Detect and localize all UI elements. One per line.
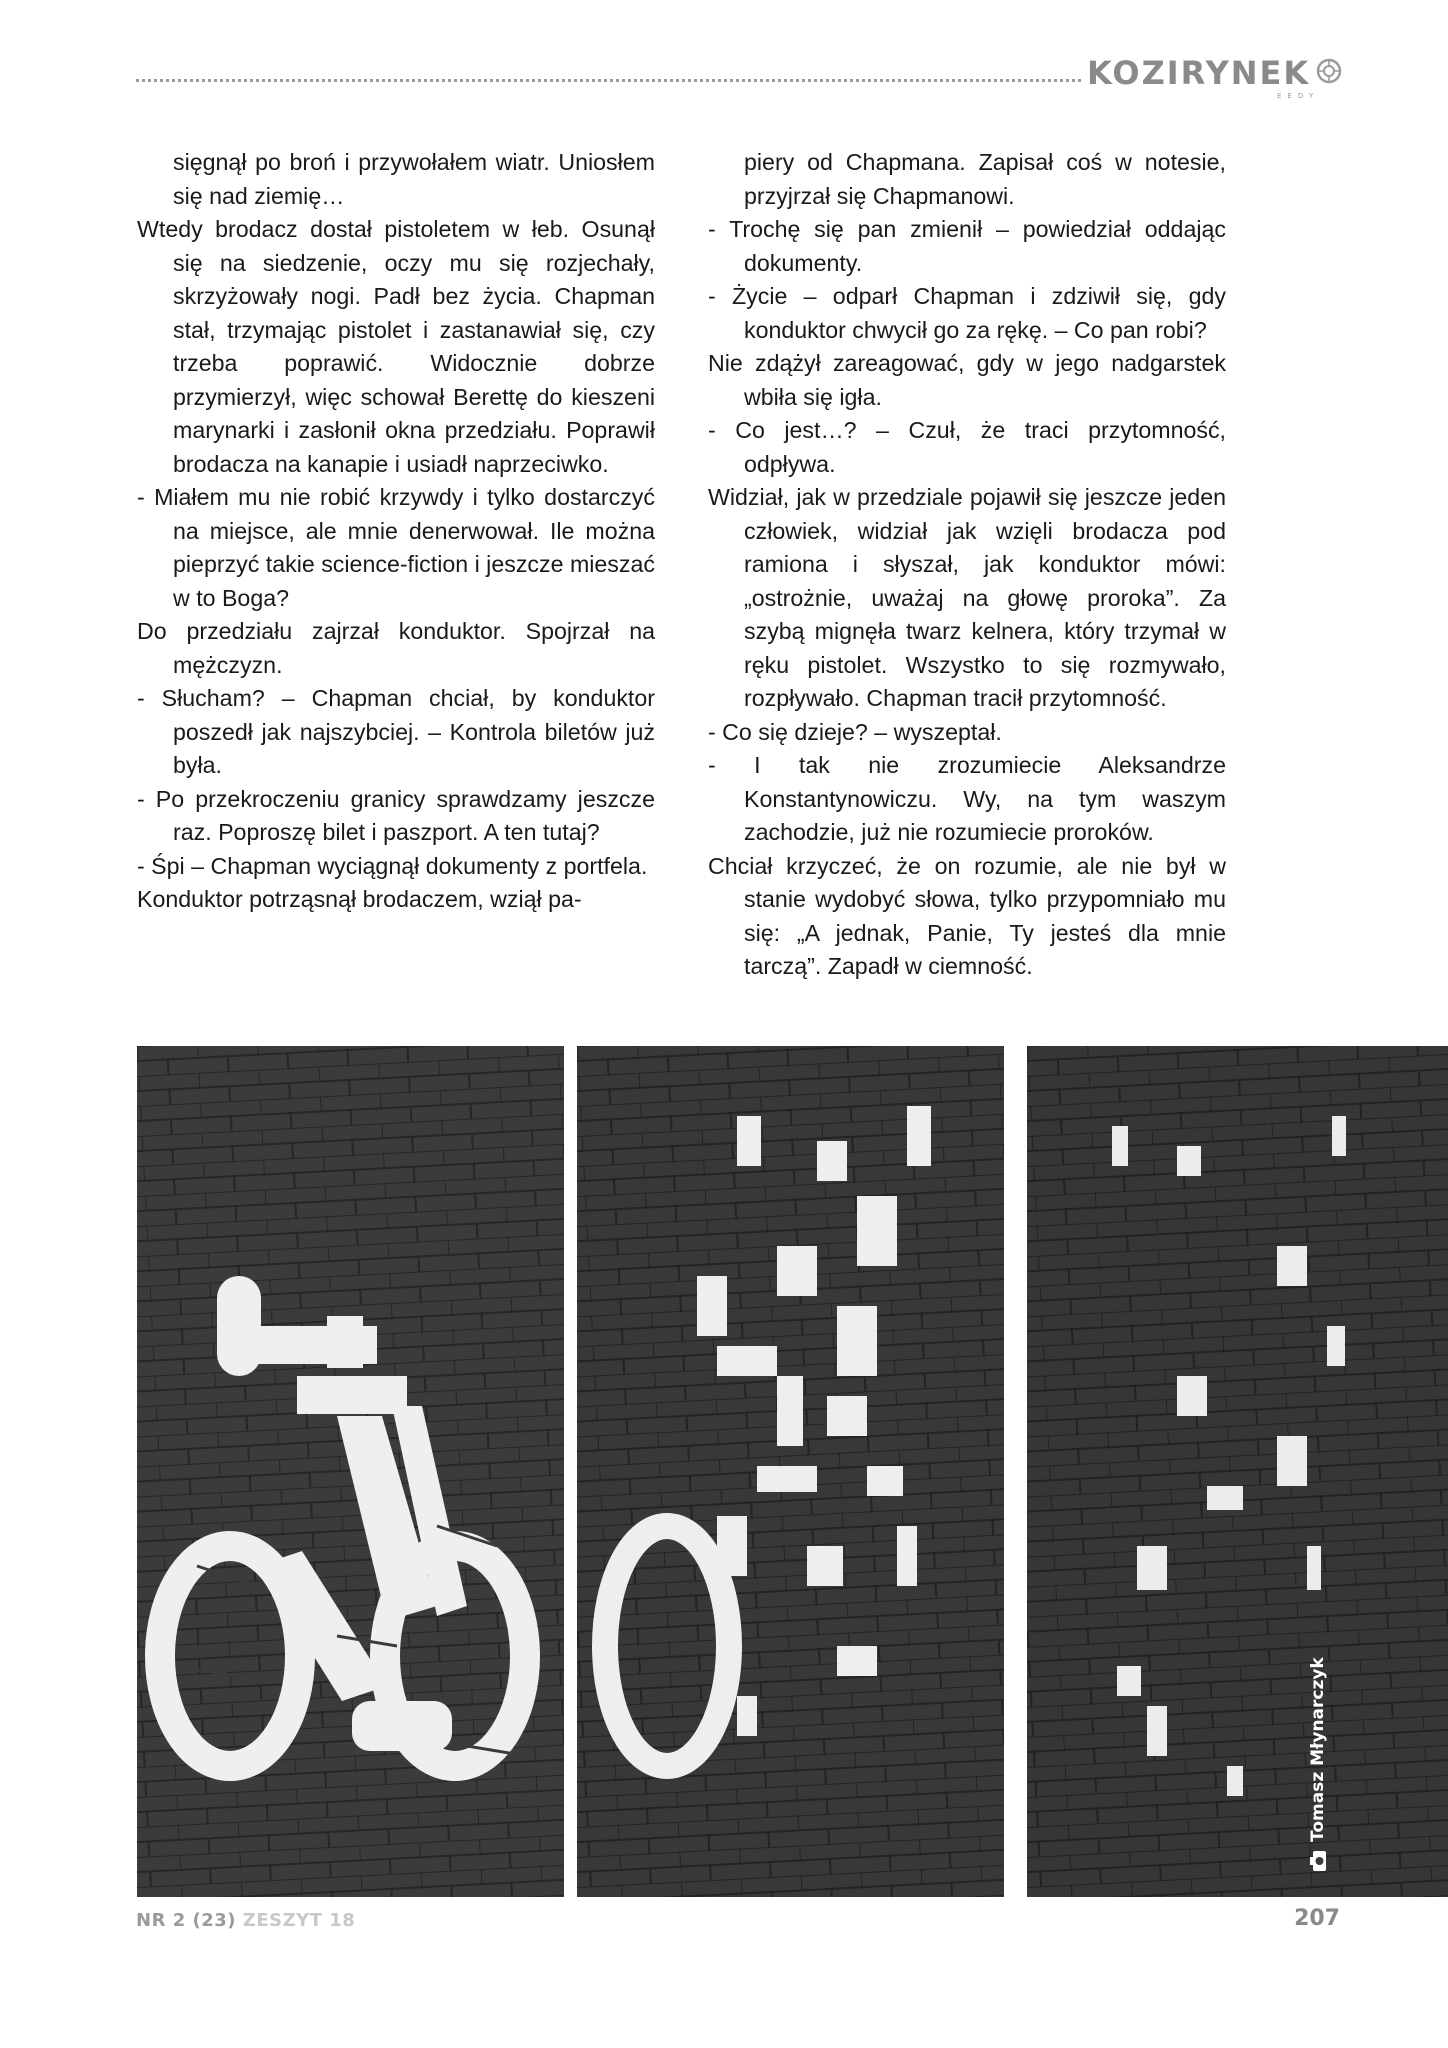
photo-bike-lane-faded	[1027, 1046, 1448, 1897]
paragraph: Do przedziału zajrzał konduktor. Spojrzał na mężczyzn.	[137, 618, 655, 678]
paragraph: piery od Chapmana. Zapisał coś w notesie, przyjrzał się Chapmanowi.	[744, 149, 1226, 209]
paragraph: Wtedy brodacz dostał pistoletem w łeb. Osunął się na siedzenie, oczy mu się rozjechały, skrzyżowały nogi. Padł bez życia. Chapman stał, trzymając pistolet i zastanawiał się, czy trzeba poprawić. Widocznie dobrze przymierzył, więc schował Berettę do kieszeni marynarki i zasłonił okna przedziału. Poprawił brodacza na kanapie i usiadł naprzeciwko.	[137, 216, 655, 477]
camera-icon	[1309, 1850, 1327, 1872]
paragraph: - Słucham? – Chapman chciał, by konduktor poszedł jak najszybciej. – Kontrola biletów już była.	[137, 685, 655, 778]
paragraph: - Co jest…? – Czuł, że traci przytomność, odpływa.	[708, 417, 1226, 477]
paragraph: - I tak nie zrozumiecie Aleksandrze Konstantynowiczu. Wy, na tym waszym zachodzie, już nie rozumiecie proroków.	[708, 752, 1226, 845]
paragraph: Nie zdążył zareagować, gdy w jego nadgarstek wbiła się igła.	[708, 350, 1226, 410]
photo-credit	[1303, 1552, 1333, 1872]
magazine-logo	[1087, 52, 1347, 102]
paragraph: - Śpi – Chapman wyciągnął dokumenty z portfela.	[137, 852, 648, 879]
bike-symbol-full-icon	[137, 1046, 564, 1897]
photo-triptych	[137, 1046, 1448, 1897]
left-text-column	[137, 146, 655, 917]
bike-symbol-partial-icon	[577, 1046, 1004, 1897]
issue-number: NR 2 (23)	[136, 1910, 236, 1931]
paragraph: Widział, jak w przedziale pojawił się jeszcze jeden człowiek, widział jak wzięli brodacza pod ramiona i słyszał, jak konduktor mówi: „ostrożnie, uważaj na głowę proroka”. Za szybą mignęła twarz kelnera, który trzymał w ręku pistolet. Wszystko to się rozmywało, rozpływało. Chapman tracił przytomność.	[708, 484, 1226, 711]
paragraph: sięgnął po broń i przywołałem wiatr. Uniosłem się nad ziemię…	[173, 149, 655, 209]
page-number: 207	[1294, 1906, 1340, 1931]
right-text-column	[708, 146, 1226, 984]
paragraph: Konduktor potrząsnął brodaczem, wziął pa-	[137, 886, 582, 912]
paragraph: - Miałem mu nie robić krzywdy i tylko dostarczyć na miejsce, ale mnie denerwował. Ile można pieprzyć takie science-fiction i jeszcze mieszać w to Boga?	[137, 484, 655, 611]
footer-issue	[136, 1910, 355, 1931]
paragraph: - Co się dzieje? – wyszeptał.	[708, 718, 1002, 745]
photo-credit-name: Tomasz Młynarczyk	[1308, 1657, 1328, 1842]
paragraph: Chciał krzyczeć, że on rozumie, ale nie był w stanie wydobyć słowa, tylko przypomniało mu się: „A jednak, Panie, Ty jesteś dla mnie tarczą”. Zapadł w ciemność.	[708, 852, 1226, 979]
emblem-icon	[1316, 58, 1342, 84]
photo-bike-lane-fading	[577, 1046, 1004, 1897]
photo-bike-lane-intact	[137, 1046, 564, 1897]
paragraph: - Życie – odparł Chapman i zdziwił się, gdy konduktor chwycił go za rękę. – Co pan robi?	[708, 283, 1226, 343]
header-dotted-rule	[136, 79, 1081, 82]
logo-subtext: EEDY	[1277, 92, 1320, 100]
zeszyt-number: ZESZYT 18	[242, 1910, 356, 1931]
logo-text: KOZIRYNEK	[1087, 54, 1311, 92]
paragraph: - Trochę się pan zmienił – powiedział oddając dokumenty.	[708, 216, 1226, 276]
bike-symbol-remnants-icon	[1027, 1046, 1448, 1897]
paragraph: - Po przekroczeniu granicy sprawdzamy jeszcze raz. Poproszę bilet i paszport. A ten tutaj?	[137, 785, 655, 845]
